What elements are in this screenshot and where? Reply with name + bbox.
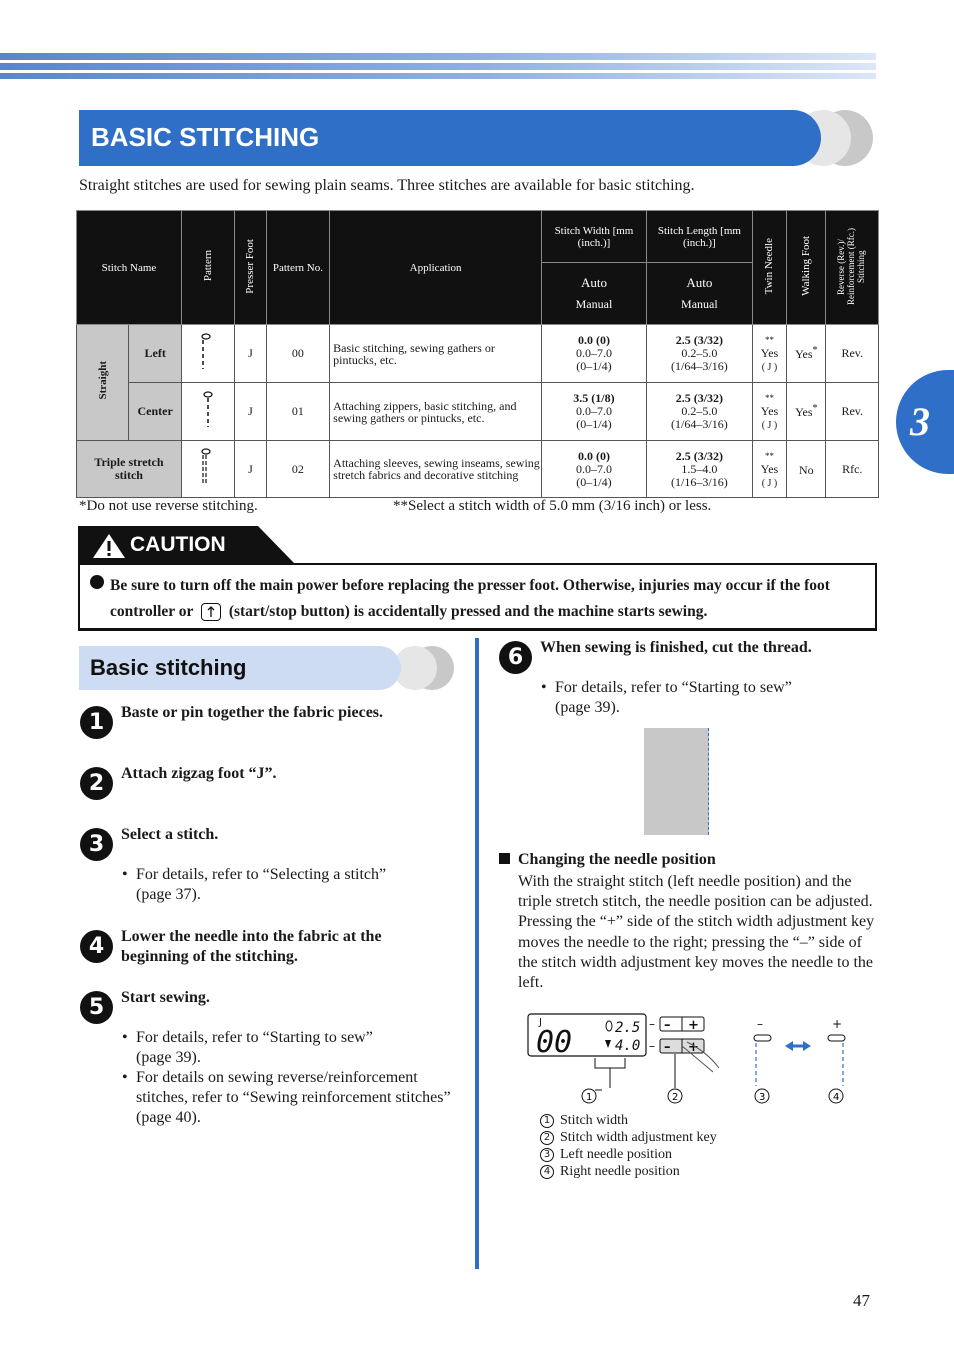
pattern-no: 01 — [266, 383, 330, 441]
step-number: 2 — [80, 767, 113, 800]
legend-item: 3 Left needle position — [540, 1146, 717, 1163]
header-width-auto-manual: Auto Manual — [542, 263, 647, 325]
step-bullets — [541, 678, 831, 718]
pattern-no: 00 — [266, 325, 330, 383]
step-bullets — [122, 1028, 457, 1128]
svg-text:2: 2 — [672, 1092, 679, 1103]
reverse: Rfc. — [826, 441, 879, 498]
step-bullets — [122, 865, 422, 905]
bullet-item: • For details on sewing reverse/reinforcement stitches, refer to “Sewing reinforcement stitches” (page 40). — [122, 1068, 457, 1128]
chapter-tab — [896, 370, 954, 474]
header-pattern: Pattern — [181, 211, 234, 325]
twin-needle: ** Yes ( J ) — [752, 383, 786, 441]
chapter-number: 3 — [910, 399, 930, 444]
header-application: Application — [330, 211, 542, 325]
pattern-cell — [181, 441, 234, 498]
bullet-item: • For details, refer to “Starting to sew” (page 39). — [122, 1028, 402, 1068]
step-number: 1 — [80, 706, 113, 739]
header-stitch-name: Stitch Name — [77, 211, 182, 325]
subsection-heading: Changing the needle position — [499, 851, 716, 869]
presser-foot: J — [235, 441, 266, 498]
header-stripes — [0, 53, 876, 82]
pattern-cell — [181, 383, 234, 441]
caution-box — [78, 563, 877, 631]
stitch-width: 0.0 (0) 0.0–7.0 (0–1/4) — [542, 325, 647, 383]
stitch-length: 2.5 (3/32) 1.5–4.0 (1/16–3/16) — [646, 441, 752, 498]
caution-label: CAUTION — [130, 533, 226, 556]
stitch-width: 0.0 (0) 0.0–7.0 (0–1/4) — [542, 441, 647, 498]
pattern-cell — [181, 325, 234, 383]
svg-text:–: – — [757, 1017, 763, 1031]
svg-text:–: – — [664, 1040, 671, 1055]
application: Attaching sleeves, sewing inseams, sewing stretch fabrics and decorative stitching — [330, 441, 542, 498]
step-number: 5 — [80, 991, 113, 1024]
svg-text:+: + — [832, 1017, 843, 1031]
stitch-width: 3.5 (1/8) 0.0–7.0 (0–1/4) — [542, 383, 647, 441]
table-row — [77, 441, 879, 498]
header-twin-needle: Twin Needle — [752, 211, 786, 325]
svg-text:4: 4 — [833, 1092, 840, 1103]
bullet-item: • For details, refer to “Selecting a stitch” (page 37). — [122, 865, 422, 905]
twin-needle: ** Yes ( J ) — [752, 441, 786, 498]
lcd-width-value: 2.5 — [615, 1020, 641, 1036]
svg-text:–: – — [649, 1017, 655, 1031]
presser-foot: J — [235, 383, 266, 441]
stitch-length: 2.5 (3/32) 0.2–5.0 (1/64–3/16) — [646, 383, 752, 441]
table-note-2: **Select a stitch width of 5.0 mm (3/16 inch) or less. — [393, 498, 712, 514]
triple-stitch-pattern-icon — [200, 448, 216, 486]
walking-foot: Yes* — [787, 383, 826, 441]
legend-item: 1 Stitch width — [540, 1112, 717, 1129]
lcd-length-value: 4.0 — [615, 1038, 641, 1054]
table-row — [77, 383, 879, 441]
step-number: 6 — [499, 641, 532, 674]
page-title: BASIC STITCHING — [91, 122, 320, 152]
center-stitch-pattern-icon — [200, 391, 216, 429]
group-label: Straight — [77, 325, 129, 441]
subsection-body: With the straight stitch (left needle position) and the triple stretch stitch, the needle position can be adjusted. Pressing the “+” side of the stitch width adjustment key moves the needle to the right; pressing the “–” side of the stitch width adjustment key moves the needle to the left. — [518, 873, 875, 992]
start-stop-button-icon — [201, 603, 221, 621]
reverse: Rev. — [826, 325, 879, 383]
header-presser-foot: Presser Foot — [235, 211, 266, 325]
walking-foot: Yes* — [787, 325, 826, 383]
intro-text: Straight stitches are used for sewing plain seams. Three stitches are available for basic stitching. — [79, 177, 695, 194]
legend-item: 2 Stitch width adjustment key — [540, 1129, 717, 1146]
caution-text: Be sure to turn off the main power before replacing the presser foot. Otherwise, injuries may occur if the foot controller or (start/stop button) is accidentally pressed and the machine starts sewing. — [110, 577, 830, 620]
step-title: Baste or pin together the fabric pieces. — [121, 704, 384, 721]
needle-position-diagram — [527, 1010, 857, 1110]
diagram-legend — [540, 1112, 717, 1180]
stitch-name: Center — [129, 383, 181, 441]
step-number: 3 — [80, 828, 113, 861]
header-reverse: Reverse (Rev.)/ Reinforcement (Rfc.) Stitching — [826, 211, 879, 325]
svg-text:–: – — [664, 1018, 671, 1033]
header-length-auto-manual: Auto Manual — [646, 263, 752, 325]
stitch-length: 2.5 (3/32) 0.2–5.0 (1/64–3/16) — [646, 325, 752, 383]
step-title: Select a stitch. — [121, 826, 219, 843]
fabric-illustration — [644, 728, 727, 835]
step-title: Attach zigzag foot “J”. — [121, 765, 277, 782]
svg-text:3: 3 — [759, 1092, 766, 1103]
stitch-name: Left — [129, 325, 181, 383]
stitch-table — [76, 210, 879, 498]
svg-text:+: + — [688, 1018, 699, 1033]
reverse: Rev. — [826, 383, 879, 441]
left-stitch-pattern-icon — [200, 333, 216, 371]
header-pattern-no: Pattern No. — [266, 211, 330, 325]
presser-foot: J — [235, 325, 266, 383]
svg-text:J: J — [539, 1017, 542, 1028]
step-title: When sewing is finished, cut the thread. — [540, 639, 812, 656]
table-note-1: *Do not use reverse stitching. — [79, 498, 258, 514]
header-walking-foot: Walking Foot — [787, 211, 826, 325]
step-title: Lower the needle into the fabric at the beginning of the stitching. — [121, 928, 382, 965]
stripe — [0, 63, 876, 70]
lcd-pattern-number: 00 — [536, 1025, 573, 1060]
page-title-banner — [79, 110, 821, 166]
pattern-no: 02 — [266, 441, 330, 498]
table-row — [77, 325, 879, 383]
walking-foot: No — [787, 441, 826, 498]
bullet-icon — [90, 575, 104, 589]
application: Attaching zippers, basic stitching, and sewing gathers or pintucks, etc. — [330, 383, 542, 441]
column-divider — [475, 638, 479, 1269]
bullet-item: • For details, refer to “Starting to sew” (page 39). — [541, 678, 831, 718]
right-needle-icon — [828, 1035, 845, 1041]
stitch-name: Triple stretch stitch — [77, 441, 182, 498]
section-title: Basic stitching — [90, 655, 247, 680]
twin-needle: ** Yes ( J ) — [752, 325, 786, 383]
header-stitch-width: Stitch Width [mm (inch.)] — [542, 211, 647, 263]
step-number: 4 — [80, 930, 113, 963]
stripe — [0, 73, 876, 79]
legend-item: 4 Right needle position — [540, 1163, 717, 1180]
left-needle-icon — [754, 1035, 771, 1041]
svg-text:+: + — [688, 1040, 699, 1055]
seam-line — [708, 728, 709, 835]
page-number: 47 — [853, 1291, 870, 1310]
svg-text:1: 1 — [586, 1092, 593, 1103]
caution-label-tab — [78, 526, 294, 563]
application: Basic stitching, sewing gathers or pintucks, etc. — [330, 325, 542, 383]
header-stitch-length: Stitch Length [mm (inch.)] — [646, 211, 752, 263]
warning-icon — [92, 533, 126, 559]
section-banner — [79, 646, 401, 690]
step-title: Start sewing. — [121, 989, 210, 1006]
stripe — [0, 53, 876, 60]
svg-text:–: – — [649, 1039, 655, 1053]
